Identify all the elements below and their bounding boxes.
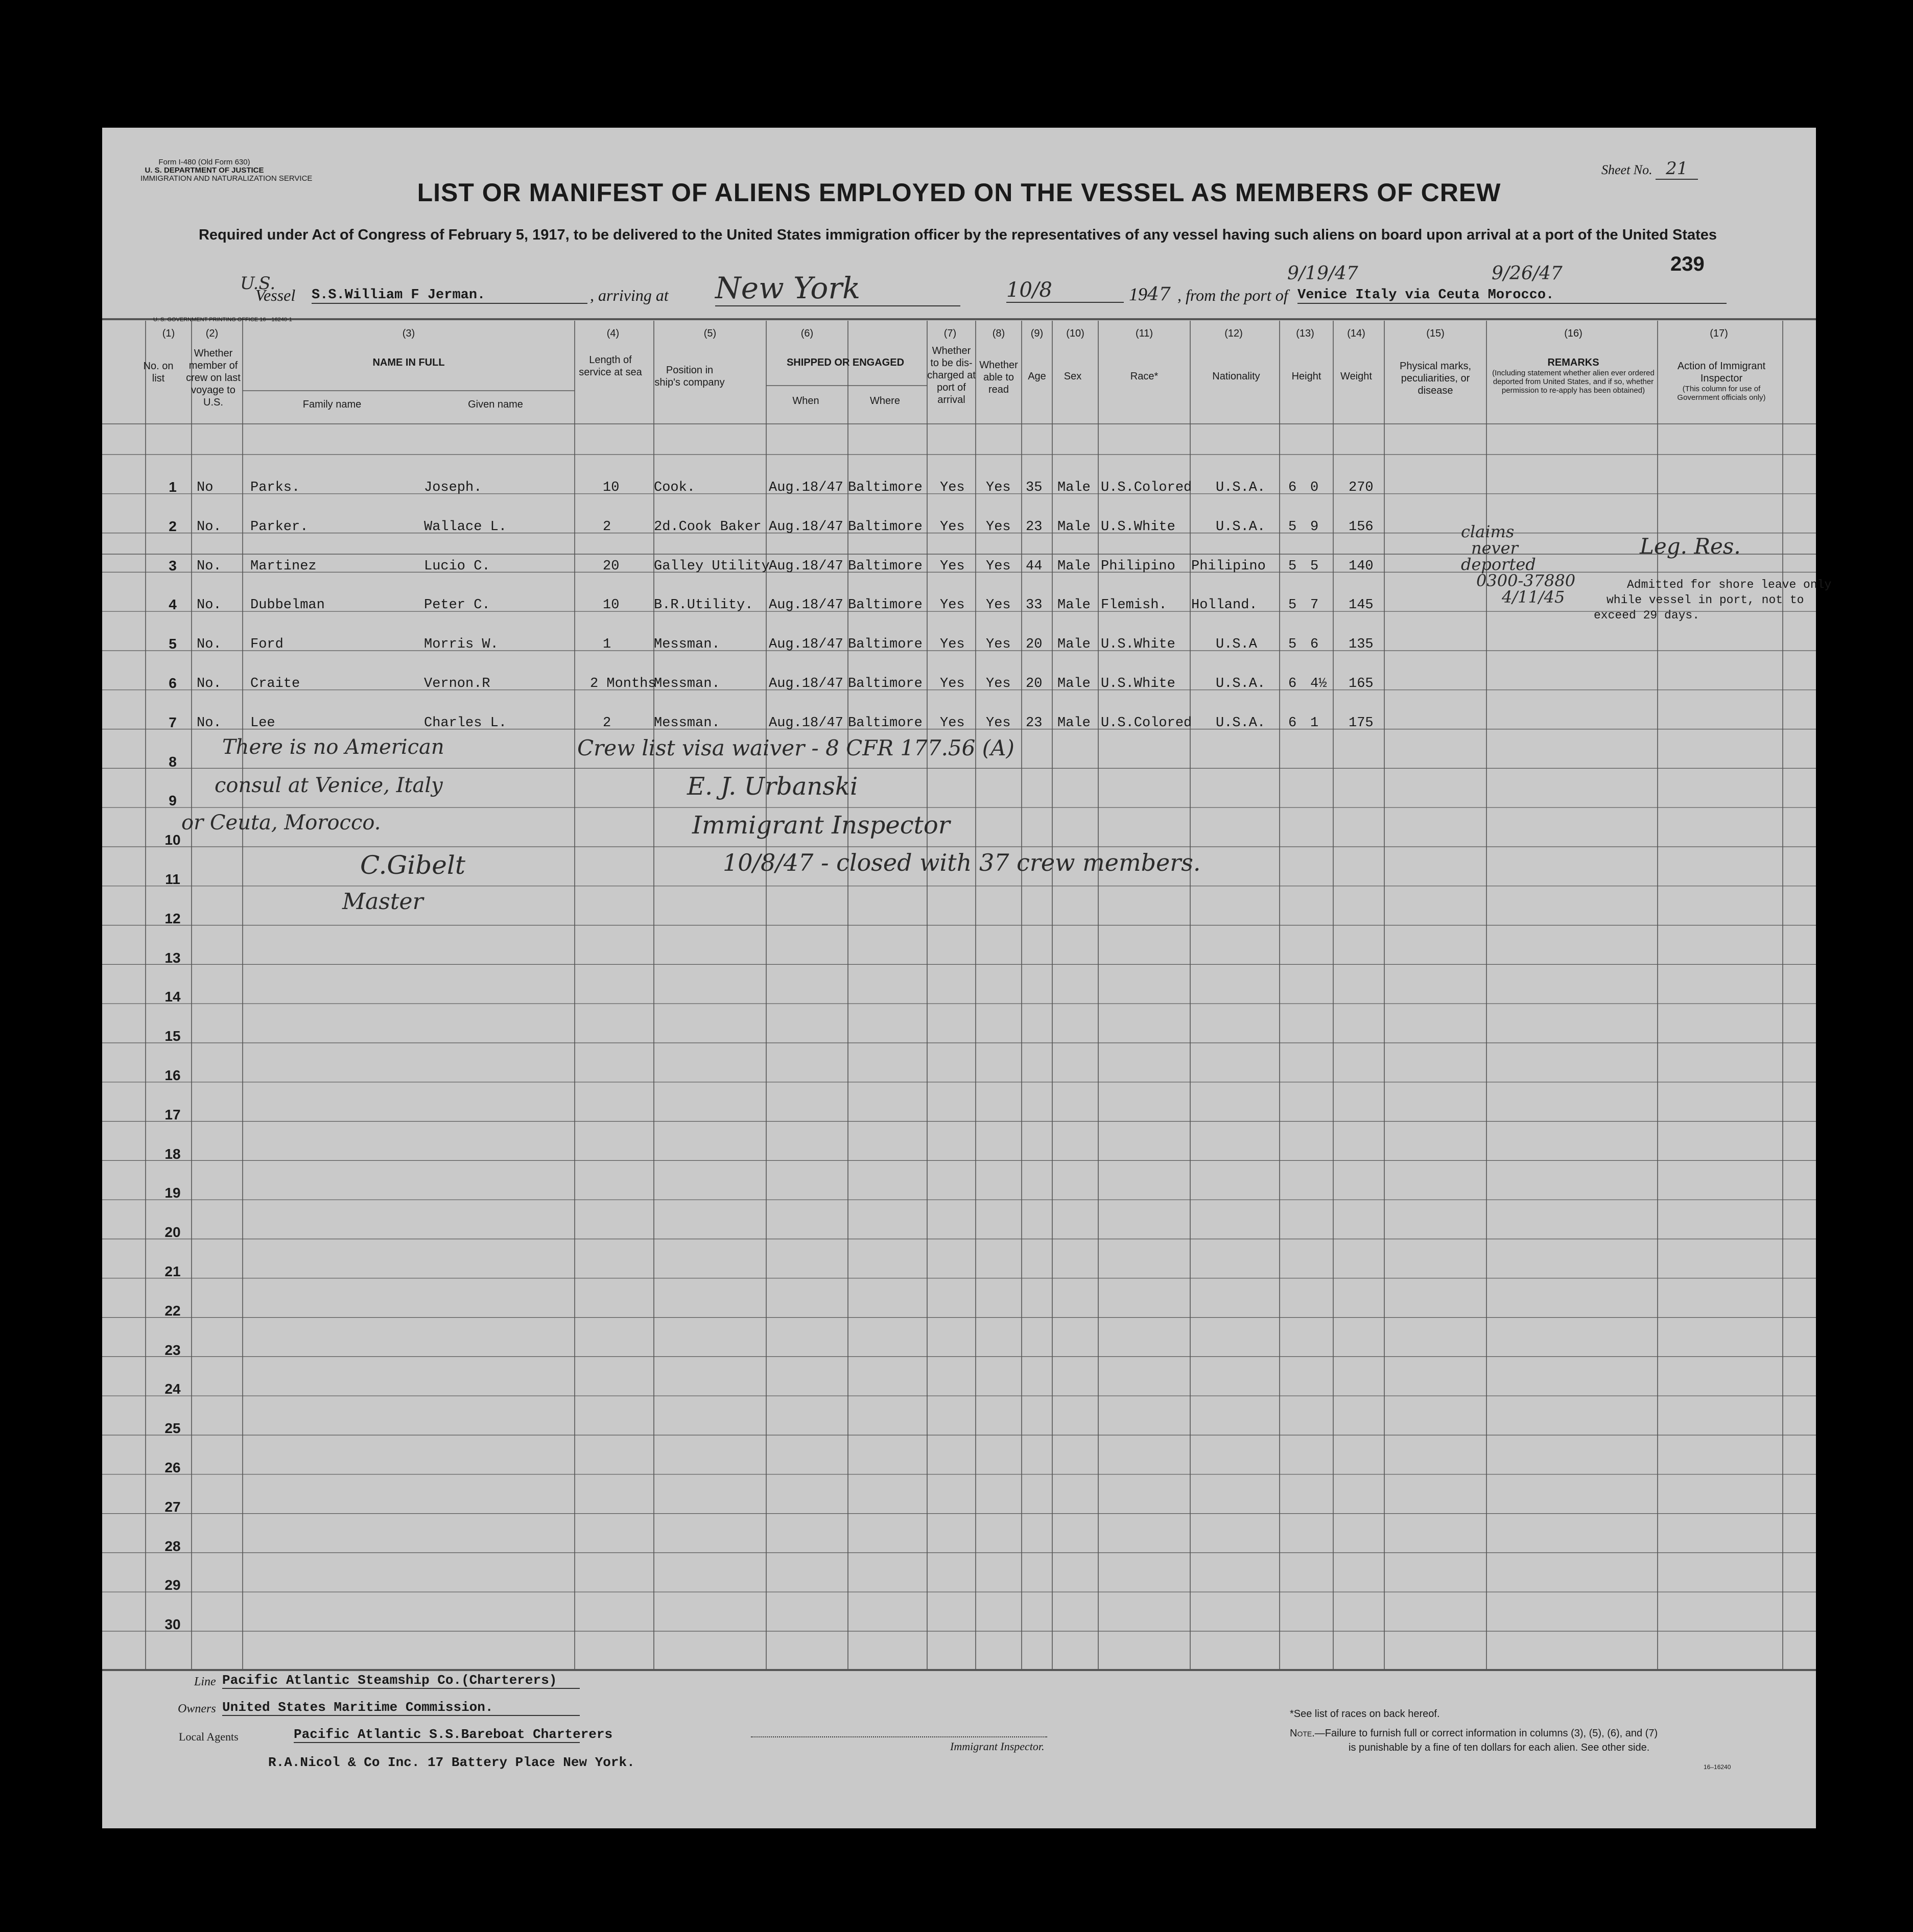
visa-waiver-note: Crew list visa waiver - 8 CFR 177.56 (A) [577,735,1014,760]
cell-age: 20 [1026,676,1043,691]
cell-ht_ft: 5 [1288,598,1297,613]
cell-when: Aug.18/47 [769,676,843,691]
cell-sex: Male [1057,558,1091,574]
remark-deported: deported [1461,555,1536,574]
cell-ht_ft: 5 [1288,637,1297,653]
cell-discharged: Yes [940,519,965,535]
cell-weight: 165 [1349,676,1374,691]
cell-service: 20 [603,558,620,574]
cell-nationality: U.S.A. [1216,480,1266,495]
cell-given: Wallace L. [424,519,507,535]
shore-leave-line-2: while vessel in port, not to [1607,593,1804,607]
row-number: 13 [164,949,181,966]
row-number: 11 [165,871,180,887]
row-number: 3 [169,557,177,574]
column-number: (7) [943,328,957,339]
footer-agents-value-1: Pacific Atlantic S.S.Bareboat Charterers [294,1727,613,1742]
header-no-on-list: No. on list [143,361,174,384]
row-number: 8 [169,753,177,770]
cell-member: No. [197,715,222,731]
form-id: Form I-480 (Old Form 630) [158,158,250,166]
cell-member: No. [197,598,222,613]
column-number: (1) [162,328,175,339]
cell-ht_ft: 6 [1288,480,1297,495]
cell-family: Craite [250,676,300,691]
inspector-signature: E. J. Urbanski [687,772,858,801]
header-length-of-service: Length of service at sea [579,354,642,378]
header-remarks-note: (Including statement whether alien ever ordered deported from United States, and if so, whether permission to re-apply has been obtained) [1492,369,1655,395]
cell-weight: 140 [1349,558,1374,574]
column-number: (15) [1426,328,1445,339]
row-number: 2 [169,518,177,534]
cell-discharged: Yes [940,598,965,613]
cell-ht_ft: 5 [1288,519,1297,535]
cell-family: Ford [250,637,284,653]
header-action: Action of Immigrant Inspector [1677,361,1766,384]
column-number: (13) [1296,328,1314,339]
header-physical-marks: Physical marks, peculiarities, or disease [1399,361,1472,396]
arriving-port: New York [715,271,960,306]
cell-read: Yes [986,637,1011,653]
cell-member: No. [197,637,222,653]
cell-nationality: U.S.A [1216,637,1258,653]
cell-read: Yes [986,598,1011,613]
column-number: (9) [1030,328,1044,339]
shore-leave-line-3: exceed 29 days. [1594,609,1700,622]
cell-service: 1 [603,637,611,653]
cell-race: Flemish. [1101,598,1167,613]
cell-nationality: Philipino [1191,558,1266,574]
cell-race: U.S.Colored [1101,715,1192,731]
cell-service: 2 [603,519,611,535]
arriving-label: , arriving at [590,286,669,304]
remark-date: 4/11/45 [1502,587,1565,607]
master-signature: C.Gibelt [360,850,465,880]
row-number: 19 [164,1185,181,1201]
service: IMMIGRATION AND NATURALIZATION SERVICE [140,174,313,183]
cell-family: Lee [250,715,275,731]
cell-where: Baltimore [848,676,923,691]
cell-given: Joseph. [424,480,482,495]
footer-inspector-label: Immigrant Inspector. [950,1740,1045,1753]
cell-age: 44 [1026,558,1043,574]
cell-where: Baltimore [848,637,923,653]
column-number: (5) [703,328,717,339]
row-number: 16 [164,1067,181,1083]
cell-ht_ft: 6 [1288,715,1297,731]
cell-race: U.S.White [1101,519,1175,535]
cell-position: 2d.Cook Baker [654,519,762,535]
shore-leave-line-1: Admitted for shore leave only [1627,578,1832,591]
footer-agents-label: Local Agents [179,1730,239,1743]
row-number: 21 [164,1263,181,1279]
column-number: (6) [800,328,814,339]
consul-note-line-2: consul at Venice, Italy [215,774,443,797]
cell-given: Lucio C. [424,558,490,574]
cell-read: Yes [986,676,1011,691]
footer-note-label: Note. [1290,1728,1315,1739]
cell-ht_in: 0 [1310,480,1319,495]
row-number: 6 [169,675,177,691]
header-position: Position in ship's company [654,365,725,388]
cell-ht_in: 5 [1310,558,1319,574]
footer-owners-label: Owners [178,1702,216,1715]
row-number: 7 [169,714,177,730]
vessel-label: Vessel [255,286,296,304]
footer-line-value: Pacific Atlantic Steamship Co.(Charterers) [222,1673,580,1689]
column-number: (2) [205,328,219,339]
cell-race: U.S.Colored [1101,480,1192,495]
printing-office: U. S. GOVERNMENT PRINTING OFFICE 16—16240-1 [153,317,292,323]
header-able-to-read: Whether able to read [979,360,1018,395]
cell-member: No [197,480,214,495]
column-number: (4) [606,328,620,339]
from-port: Venice Italy via Ceuta Morocco. [1297,288,1727,304]
header-race: Race* [1130,371,1159,382]
cell-sex: Male [1057,715,1091,731]
cell-service: 2 Months [590,676,656,691]
header-action-note: (This column for use of Government officials only) [1677,385,1766,402]
cell-service: 10 [603,598,620,613]
cell-age: 33 [1026,598,1043,613]
row-number: 5 [169,636,177,652]
cell-ht_in: 6 [1310,637,1319,653]
consul-note-line-1: There is no American [222,735,444,759]
column-number: (14) [1347,328,1365,339]
row-number: 29 [164,1577,181,1593]
row-number: 4 [169,597,177,613]
column-number: (16) [1564,328,1583,339]
header-nationality: Nationality [1212,371,1260,382]
cell-sex: Male [1057,676,1091,691]
cell-family: Parker. [250,519,309,535]
action-legal-resident: Leg. Res. [1640,534,1741,559]
header-sex: Sex [1064,371,1082,382]
cell-nationality: U.S.A. [1216,715,1266,731]
cell-race: U.S.White [1101,676,1175,691]
row-number: 30 [164,1616,181,1633]
vessel-name: S.S.William F Jerman. [312,288,587,304]
footer-owners-value: United States Maritime Commission. [222,1700,580,1716]
row-number: 9 [169,793,177,809]
cell-service: 2 [603,715,611,731]
header-family-name: Family name [302,399,362,410]
cell-discharged: Yes [940,637,965,653]
cell-discharged: Yes [940,558,965,574]
cell-position: Cook. [654,480,696,495]
cell-weight: 156 [1349,519,1374,535]
cell-when: Aug.18/47 [769,480,843,495]
date-annotation-2: 9/26/47 [1492,263,1563,284]
cell-read: Yes [986,715,1011,731]
cell-read: Yes [986,558,1011,574]
header-remarks: REMARKS [1547,357,1599,368]
cell-age: 20 [1026,637,1043,653]
cell-when: Aug.18/47 [769,637,843,653]
header-where: Where [870,395,900,407]
column-number: (8) [992,328,1005,339]
arrival-date: 10/8 [1006,278,1124,303]
column-number: (10) [1066,328,1084,339]
remark-file-number: 0300-37880 [1476,571,1576,590]
form-subtitle: Required under Act of Congress of February 5, 1917, to be delivered to the United States immigration officer by the representatives of any vessel having such aliens on board upon arrival at a port of the United States [198,227,1717,243]
cell-age: 23 [1026,519,1043,535]
year-prefix: 19 [1129,284,1147,304]
cell-ht_ft: 6 [1288,676,1297,691]
row-number: 26 [164,1460,181,1475]
footer-inspector-line [751,1736,1047,1737]
cell-weight: 145 [1349,598,1374,613]
row-number: 28 [164,1538,181,1554]
footer-races-note: *See list of races on back hereof. [1290,1708,1440,1720]
cell-age: 23 [1026,715,1043,731]
cell-ht_in: 7 [1310,598,1319,613]
cell-where: Baltimore [848,598,923,613]
cell-service: 10 [603,480,620,495]
cell-where: Baltimore [848,480,923,495]
cell-family: Martinez [250,558,317,574]
remark-never: never [1471,538,1518,558]
cell-where: Baltimore [848,558,923,574]
cell-ht_in: 9 [1310,519,1319,535]
cell-sex: Male [1057,637,1091,653]
cell-weight: 270 [1349,480,1374,495]
cell-age: 35 [1026,480,1043,495]
cell-sex: Male [1057,598,1091,613]
row-number: 22 [164,1302,181,1319]
row-number: 18 [164,1146,181,1162]
header-discharged: Whether to be dis-charged at port of arrival [927,345,976,406]
cell-discharged: Yes [940,715,965,731]
cell-ht_in: 1 [1310,715,1319,731]
column-number: (11) [1135,328,1153,339]
cell-when: Aug.18/47 [769,519,843,535]
footer-note-text-1: —Failure to furnish full or correct information in columns (3), (5), (6), and (7) [1314,1728,1658,1739]
department: U. S. DEPARTMENT OF JUSTICE [145,166,264,175]
cell-given: Peter C. [424,598,490,613]
year-suffix: 47 [1147,284,1171,305]
cell-when: Aug.18/47 [769,715,843,731]
closed-note: 10/8/47 - closed with 37 crew members. [723,849,1201,876]
header-name-in-full: NAME IN FULL [372,357,445,368]
column-number: (12) [1224,328,1243,339]
column-number: (3) [402,328,415,339]
cell-discharged: Yes [940,676,965,691]
date-annotation-1: 9/19/47 [1287,263,1358,284]
header-weight: Weight [1340,371,1372,382]
footer-form-code: 16–16240 [1704,1763,1731,1771]
cell-where: Baltimore [848,519,923,535]
cell-position: Messman. [654,676,720,691]
footer-line-label: Line [194,1675,216,1688]
cell-when: Aug.18/47 [769,598,843,613]
cell-ht_in: 4½ [1310,676,1327,691]
cell-nationality: U.S.A. [1216,519,1266,535]
cell-position: Messman. [654,637,720,653]
sheet-number: 21 [1656,158,1698,180]
cell-given: Charles L. [424,715,507,731]
header-shipped-or-engaged: SHIPPED OR ENGAGED [786,357,905,368]
row-number: 15 [164,1028,181,1044]
cell-weight: 175 [1349,715,1374,731]
cell-given: Morris W. [424,637,499,653]
cell-discharged: Yes [940,480,965,495]
cell-given: Vernon.R [424,676,490,691]
cell-nationality: Holland. [1191,598,1258,613]
cell-ht_ft: 5 [1288,558,1297,574]
remark-claims: claims [1461,522,1515,541]
header-height: Height [1291,371,1321,382]
cell-position: B.R.Utility. [654,598,753,613]
row-number: 1 [169,479,177,495]
cell-nationality: U.S.A. [1216,676,1266,691]
cell-family: Dubbelman [250,598,325,613]
row-number: 27 [164,1498,181,1515]
cell-member: No. [197,558,222,574]
column-number: (17) [1710,328,1728,339]
header-given-name: Given name [468,399,523,410]
cell-sex: Male [1057,480,1091,495]
inspector-title: Immigrant Inspector [692,811,950,840]
header-whether-member: Whether member of crew on last voyage to U.S. [186,348,241,408]
header-when: When [792,395,819,407]
footer-note-text-2: is punishable by a fine of ten dollars for each alien. See other side. [1349,1742,1650,1753]
cell-family: Parks. [250,480,300,495]
cell-sex: Male [1057,519,1091,535]
cell-when: Aug.18/47 [769,558,843,574]
row-number: 25 [164,1420,181,1437]
row-number: 10 [164,832,181,848]
sheet-label: Sheet No. [1601,162,1652,177]
form-title: LIST OR MANIFEST OF ALIENS EMPLOYED ON THE VESSEL AS MEMBERS OF CREW [417,178,1501,207]
manifest-sheet [102,128,1832,1828]
cell-where: Baltimore [848,715,923,731]
header-age: Age [1028,371,1046,382]
row-number: 24 [164,1381,181,1397]
row-number: 20 [164,1224,181,1241]
cell-weight: 135 [1349,637,1374,653]
consul-note-line-3: or Ceuta, Morocco. [181,811,381,834]
cell-race: Philipino [1101,558,1175,574]
cell-member: No. [197,676,222,691]
from-label: , from the port of [1177,286,1288,304]
row-number: 14 [164,989,181,1005]
row-number: 12 [164,910,181,926]
row-number: 23 [164,1342,181,1358]
cell-read: Yes [986,480,1011,495]
cell-member: No. [197,519,222,535]
cell-position: Messman. [654,715,720,731]
footer-agents-value-2: R.A.Nicol & Co Inc. 17 Battery Place New York. [268,1755,635,1770]
vessel-prefix: U.S. [240,273,276,294]
master-label: Master [342,889,423,915]
cell-position: Galley Utility [654,558,770,574]
cell-read: Yes [986,519,1011,535]
page-number: 239 [1670,253,1705,275]
row-number: 17 [164,1106,181,1123]
cell-race: U.S.White [1101,637,1175,653]
